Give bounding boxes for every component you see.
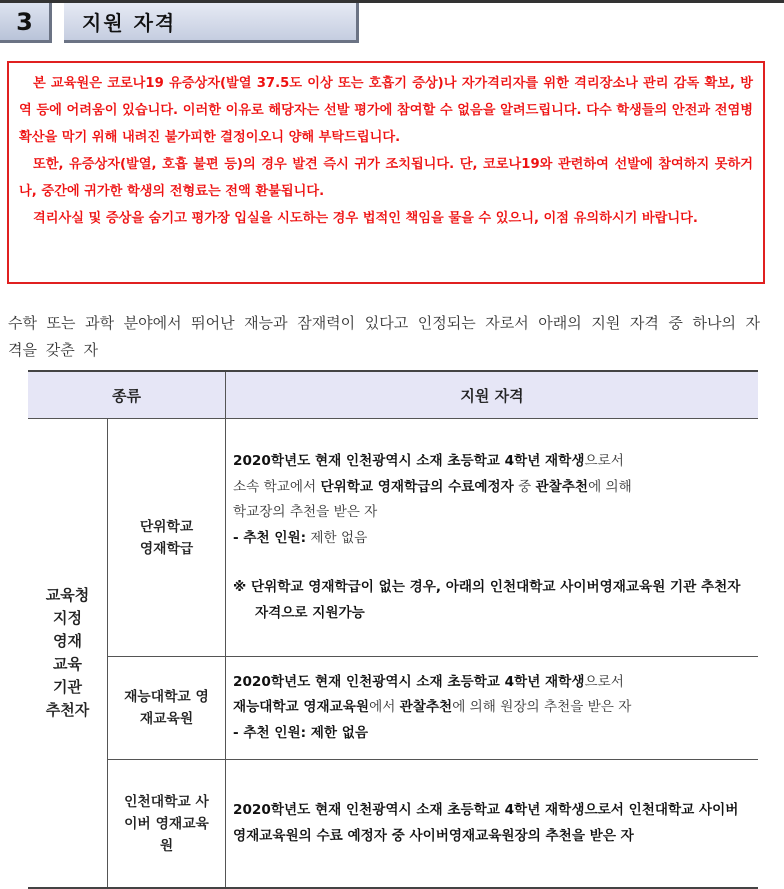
section-title: 지원 자격 — [64, 3, 359, 43]
qual-text: 에 의해 — [588, 478, 632, 495]
qual-text: 에 의해 원장의 추천을 받은 자 — [452, 699, 632, 716]
table-row — [28, 419, 758, 657]
count-text: - 추천 인원: 제한 없음 — [233, 724, 369, 741]
count-label: - 추천 인원: — [233, 529, 307, 546]
qual-line — [233, 526, 758, 552]
qualification-cell — [226, 760, 759, 889]
qual-text-bold: 2020학년도 현재 인천광역시 소재 초등학교 4학년 재학생 — [233, 673, 585, 690]
count-value: 제한 없음 — [306, 529, 368, 546]
eligibility-intro: 수학 또는 과학 분야에서 뛰어난 재능과 잠재력이 있다고 인정되는 자로서 아래의 지원 자격 중 하나의 자격을 갖춘 자 — [8, 314, 760, 359]
qual-text-bold: 2020학년도 현재 인천광역시 소재 초등학교 4학년 재학생 — [233, 453, 585, 469]
table-row — [28, 760, 758, 889]
qualification-cell — [226, 657, 759, 760]
qual-line — [233, 695, 758, 721]
qual-text-bold: 단위학교 영재학급의 수료예정자 — [320, 478, 514, 495]
table-row — [28, 657, 758, 760]
type-cell — [108, 657, 226, 760]
table-header-row — [28, 371, 758, 419]
qual-text: 소속 학교에서 — [233, 478, 321, 495]
qual-text: 중 — [513, 478, 536, 495]
qual-line — [233, 670, 758, 696]
qual-text-bold: 관찰추천 — [535, 478, 589, 495]
notice-paragraph-2: 또한, 유증상자(발열, 호흡 불편 등)의 경우 발견 즉시 귀가 조치됩니다. 단, 코로나19와 관련하여 선발에 참여하지 못하거나, 중간에 귀가한 학생의 전형료는 전액 환불됩니다. — [19, 157, 753, 199]
covid-notice-box — [7, 61, 765, 284]
qual-line — [233, 449, 758, 475]
qual-text-bold: 관찰추천 — [399, 699, 453, 716]
section-number: 3 — [0, 3, 52, 43]
qualification-cell — [226, 419, 759, 657]
type-label: 인천대학교 사이버 영재교육원 — [124, 793, 209, 854]
qual-text: 에서 — [369, 699, 400, 716]
type-cell — [108, 760, 226, 889]
group-label — [28, 419, 108, 889]
eligibility-table — [28, 370, 758, 889]
notice-paragraph-3: 격리사실 및 증상을 숨기고 평가장 입실을 시도하는 경우 법적인 책임을 물을 수 있으니, 이점 유의하시기 바랍니다. — [33, 211, 698, 226]
note-text: ※ 단위학교 영재학급이 없는 경우, 아래의 인천대학교 사이버영재교육원 기관 추천자 자격으로 지원가능 — [233, 579, 741, 621]
type-label: 재능대학교 영재교육원 — [124, 689, 209, 727]
qual-text-bold: 2020학년도 현재 인천광역시 소재 초등학교 4학년 재학생으로서 인천대학교 사이버영재교육원의 수료 예정자 중 사이버영재교육원장의 추천을 받은 자 — [233, 802, 739, 844]
qual-line — [233, 475, 758, 501]
group-label-text: 교육청 지정 영재 교육 기관 추천자 — [45, 586, 90, 719]
notice-paragraph-1: 본 교육원은 코로나19 유증상자(발열 37.5도 이상 또는 호흡기 증상)나 자가격리자를 위한 격리장소나 관리 감독 확보, 방역 등에 어려움이 있습니다. 이러한 이유로 해당자는 선발 평가에 참여할 수 없음을 알려드립니다. 다수 학생들의 안전과 전염병 확산을 막기 위해 내려진 불가피한 결정이오니 양해 부탁드립니다. — [19, 76, 753, 145]
type-cell — [108, 419, 226, 657]
qual-text: 으로서 — [584, 673, 624, 690]
qual-text-bold: 재능대학교 영재교육원 — [233, 699, 370, 716]
header-type: 종류 — [28, 371, 226, 419]
qual-line: 학교장의 추천을 받은 자 — [233, 504, 378, 520]
header-qualification: 지원 자격 — [226, 371, 759, 419]
type-label: 단위학교 영재학급 — [139, 518, 194, 557]
qual-text: 으로서 — [584, 453, 624, 469]
